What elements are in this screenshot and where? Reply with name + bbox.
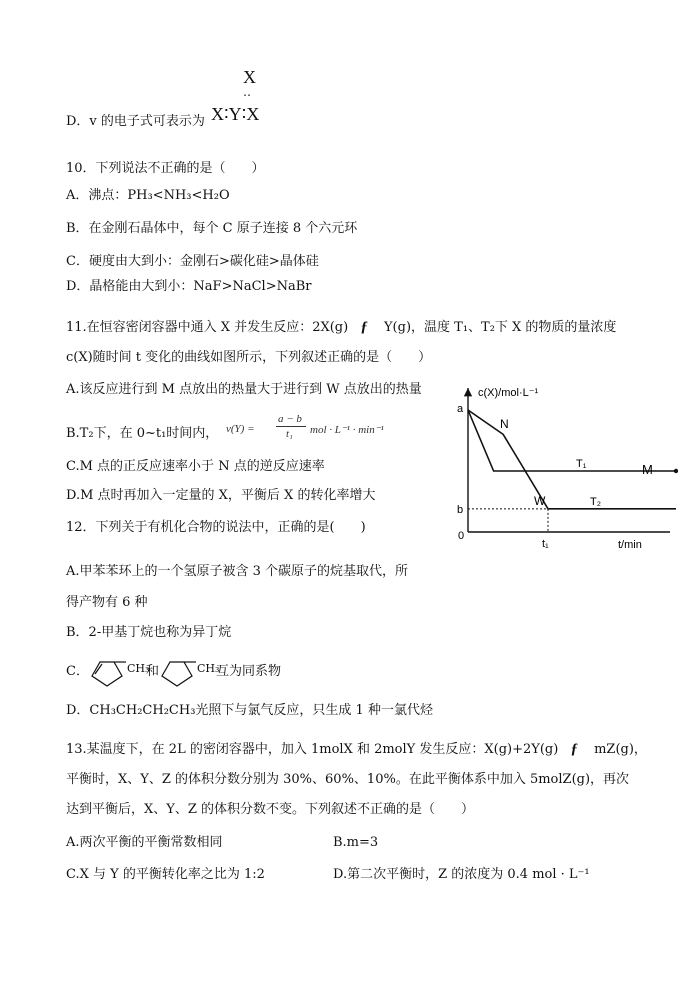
point-label-m: M [642, 462, 653, 477]
formula-unit: mol · L⁻¹ · min⁻¹ [310, 424, 384, 436]
q11-stem-line1 [66, 318, 616, 337]
q9-option-d: D．v 的电子式可表示为 [66, 114, 205, 129]
q12-option-c-suffix: 互为同系物 [216, 664, 282, 679]
q11-stem-line2: c(X)随时间 t 变化的曲线如图所示，下列叙述正确的是（ ） [66, 350, 432, 365]
q12-stem: 12．下列关于有机化合物的说法中，正确的是( ) [66, 520, 366, 535]
equilibrium-symbol: ƒ [360, 319, 368, 335]
q11-option-d: D.M 点时再加入一定量的 X，平衡后 X 的转化率增大 [66, 488, 376, 503]
y-tick-b: b [457, 503, 464, 516]
formula-lhs: v(Y) = [226, 423, 255, 435]
concentration-time-chart [448, 378, 678, 548]
lewis-formula: X∶Y∶X [211, 104, 260, 124]
q10-option-c: C．硬度由大到小：金刚石>碳化硅>晶体硅 [66, 254, 319, 269]
origin-label: 0 [458, 530, 465, 542]
q11-option-a: A.该反应进行到 M 点放出的热量大于进行到 W 点放出的热量 [66, 382, 422, 397]
cyclopentane-ring [162, 662, 192, 686]
q13-stem-line3: 达到平衡后，X、Y、Z 的体积分数不变。下列叙述不正确的是（ ） [66, 802, 475, 817]
q12-option-c-prefix: C． [66, 664, 89, 679]
x-tick-t1: t₁ [542, 538, 549, 548]
q10-option-d: D．晶格能由大到小：NaF>NaCl>NaBr [66, 279, 312, 294]
q12-option-b: B．2-甲基丁烷也称为异丁烷 [66, 625, 232, 640]
point-m-dot [674, 469, 678, 473]
y-tick-a: a [457, 403, 464, 415]
q12-option-d: D．CH₃CH₂CH₂CH₃光照下与氯气反应，只生成 1 种一氯代烃 [66, 703, 433, 718]
q13-stem-part1: 13.某温度下，在 2L 的密闭容器中，加入 1molX 和 2molY 发生反应：X(g)+2Y(g) [66, 742, 559, 757]
formula-numerator: a − b [278, 413, 302, 425]
q11-stem-part2: Y(g)，温度 T₁、T₂下 X 的物质的量浓度 [383, 320, 617, 335]
q12-option-a-line1: A.甲苯苯环上的一个氢原子被含 3 个碳原子的烷基取代，所 [66, 564, 409, 579]
q12-option-a-line2: 得产物有 6 种 [66, 595, 148, 610]
formula-denominator: t₁ [286, 428, 293, 440]
point-label-n: N [500, 417, 509, 431]
q11-option-b-prefix: B.T₂下，在 0~t₁时间内， [66, 426, 219, 441]
q13-stem-line1 [66, 740, 647, 759]
q10-stem: 10．下列说法不正确的是（ ） [66, 161, 265, 176]
q13-option-a: A.两次平衡的平衡常数相同 [66, 835, 223, 850]
q13-option-d: D.第二次平衡时，Z 的浓度为 0.4 mol · L⁻¹ [333, 867, 590, 882]
lewis-top-x: X [243, 67, 256, 87]
q10-option-a: A．沸点：PH₃<NH₃<H₂O [66, 188, 230, 203]
q10-option-b: B．在金刚石晶体中，每个 C 原子连接 8 个六元环 [66, 221, 358, 236]
ch3-label-2: CH₃ [197, 662, 220, 675]
series-label-1: T₁ [576, 458, 587, 470]
q11-option-c: C.M 点的正反应速率小于 N 点的逆反应速率 [66, 459, 325, 474]
x-axis-label: t/min [618, 539, 642, 548]
and-label: 和 [146, 664, 160, 679]
q13-stem-line2: 平衡时，X、Y、Z 的体积分数分别为 30%、60%、10%。在此平衡体系中加入 5molZ(g)，再次 [66, 772, 630, 787]
q13-stem-part2: mZ(g)， [594, 742, 647, 757]
cyclopentene-ring [92, 662, 122, 686]
y-axis-label: c(X)/mol·L⁻¹ [478, 387, 539, 399]
series-label-2: T₂ [590, 495, 601, 508]
q11-stem-part1: 11.在恒容密闭容器中通入 X 并发生反应：2X(g) [66, 320, 349, 335]
lewis-dots: ‥ [243, 85, 253, 99]
fraction-bar [276, 426, 306, 427]
ch3-label-1: CH₃ [127, 662, 150, 675]
q13-option-c: C.X 与 Y 的平衡转化率之比为 1:2 [66, 867, 265, 882]
q13-option-b: B.m=3 [333, 835, 379, 850]
equilibrium-symbol-2: ƒ [570, 741, 578, 757]
point-label-w: W [534, 494, 546, 508]
